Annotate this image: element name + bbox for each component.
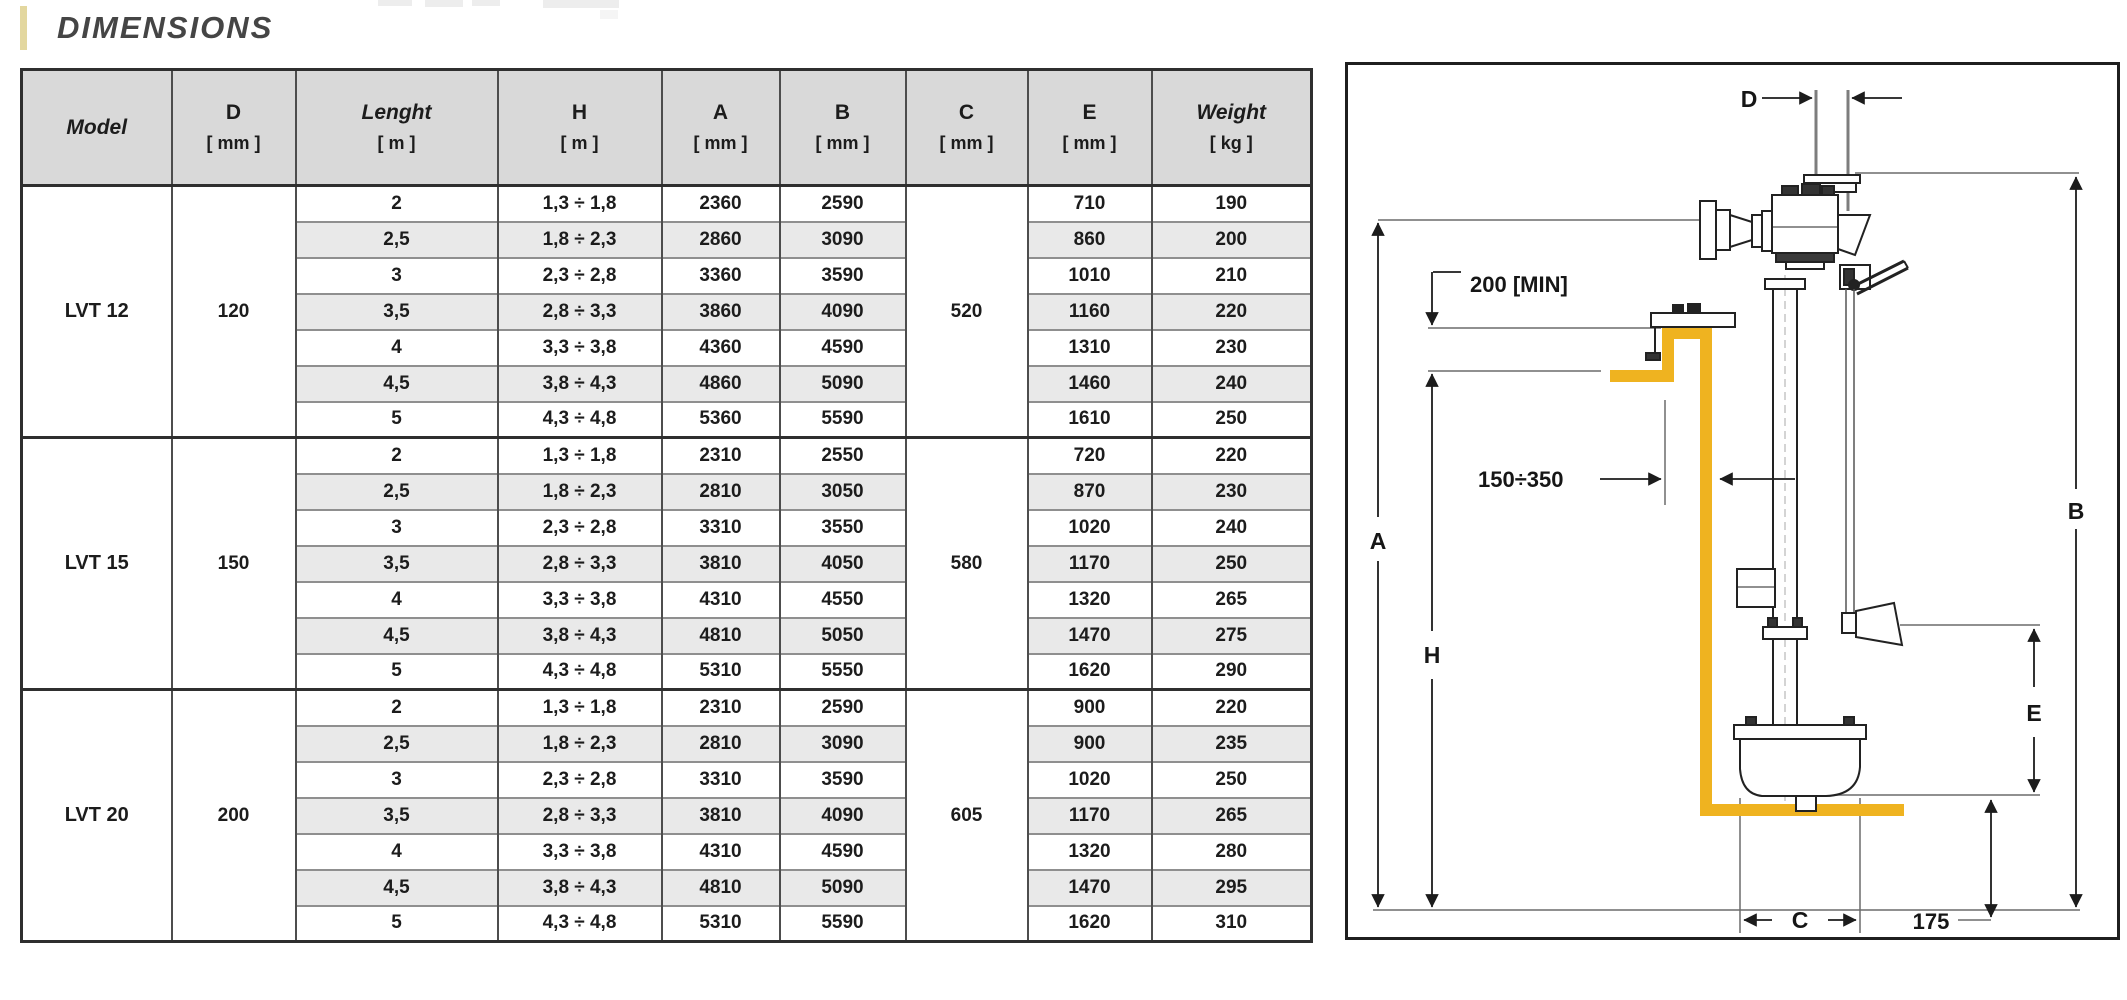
pump-installation-drawing [1348, 65, 2117, 937]
b-cell: 5050 [780, 618, 906, 654]
b-cell: 3590 [780, 762, 906, 798]
h-cell: 4,3 ÷ 4,8 [498, 402, 662, 438]
e-cell: 1620 [1028, 906, 1152, 942]
weight-cell: 200 [1152, 222, 1312, 258]
a-cell: 4360 [662, 330, 780, 366]
h-cell: 3,8 ÷ 4,3 [498, 366, 662, 402]
e-cell: 870 [1028, 474, 1152, 510]
h-cell: 3,3 ÷ 3,8 [498, 834, 662, 870]
e-cell: 860 [1028, 222, 1152, 258]
h-cell: 2,8 ÷ 3,3 [498, 546, 662, 582]
length-cell: 4 [296, 582, 498, 618]
a-cell: 5310 [662, 906, 780, 942]
h-cell: 1,3 ÷ 1,8 [498, 186, 662, 222]
table-row [22, 438, 1312, 474]
b-cell: 4050 [780, 546, 906, 582]
weight-cell: 290 [1152, 654, 1312, 690]
weight-cell: 250 [1152, 762, 1312, 798]
dim-label-175: 175 [1912, 909, 1950, 934]
length-cell: 5 [296, 402, 498, 438]
b-cell: 3090 [780, 222, 906, 258]
h-cell: 2,3 ÷ 2,8 [498, 510, 662, 546]
dim-label-c: C [1791, 907, 1809, 933]
cropped-artifact [472, 0, 500, 6]
a-cell: 2310 [662, 438, 780, 474]
h-cell: 4,3 ÷ 4,8 [498, 906, 662, 942]
e-cell: 1170 [1028, 798, 1152, 834]
h-cell: 2,8 ÷ 3,3 [498, 798, 662, 834]
e-cell: 1020 [1028, 762, 1152, 798]
weight-cell: 250 [1152, 402, 1312, 438]
a-cell: 2360 [662, 186, 780, 222]
length-cell: 5 [296, 654, 498, 690]
b-cell: 4090 [780, 294, 906, 330]
cropped-artifact [600, 10, 618, 19]
col-header-model: Model [22, 70, 172, 186]
section-header [20, 6, 273, 50]
weight-cell: 230 [1152, 474, 1312, 510]
col-header-c: C [ mm ] [906, 70, 1028, 186]
length-cell: 3,5 [296, 546, 498, 582]
table-row [22, 186, 1312, 222]
section-accent-bar [20, 6, 27, 50]
weight-cell: 250 [1152, 546, 1312, 582]
length-cell: 3,5 [296, 294, 498, 330]
h-cell: 3,8 ÷ 4,3 [498, 618, 662, 654]
b-cell: 5090 [780, 870, 906, 906]
e-cell: 1460 [1028, 366, 1152, 402]
a-cell: 5310 [662, 654, 780, 690]
b-cell: 2550 [780, 438, 906, 474]
h-cell: 2,3 ÷ 2,8 [498, 258, 662, 294]
dim-label-a: A [1369, 528, 1387, 554]
weight-cell: 210 [1152, 258, 1312, 294]
b-cell: 5550 [780, 654, 906, 690]
e-cell: 900 [1028, 690, 1152, 726]
dim-label-b: B [2067, 498, 2085, 524]
length-cell: 4,5 [296, 366, 498, 402]
e-cell: 1010 [1028, 258, 1152, 294]
a-cell: 2310 [662, 690, 780, 726]
a-cell: 5360 [662, 402, 780, 438]
b-cell: 5590 [780, 402, 906, 438]
weight-cell: 230 [1152, 330, 1312, 366]
h-cell: 3,3 ÷ 3,8 [498, 582, 662, 618]
length-cell: 4 [296, 834, 498, 870]
col-header-lenght: Lenght [ m ] [296, 70, 498, 186]
h-cell: 2,8 ÷ 3,3 [498, 294, 662, 330]
dim-label-d: D [1740, 86, 1758, 112]
weight-cell: 265 [1152, 798, 1312, 834]
b-cell: 4590 [780, 834, 906, 870]
col-header-weight: Weight [ kg ] [1152, 70, 1312, 186]
dim-label-150-350: 150÷350 [1478, 467, 1564, 492]
c-cell: 605 [906, 690, 1028, 942]
table-row [22, 690, 1312, 726]
col-header-a: A [ mm ] [662, 70, 780, 186]
length-cell: 4,5 [296, 618, 498, 654]
dim-label-200-min: 200 [MIN] [1470, 272, 1568, 297]
length-cell: 5 [296, 906, 498, 942]
e-cell: 900 [1028, 726, 1152, 762]
e-cell: 1620 [1028, 654, 1152, 690]
h-cell: 3,8 ÷ 4,3 [498, 870, 662, 906]
c-cell: 520 [906, 186, 1028, 438]
a-cell: 3810 [662, 546, 780, 582]
length-cell: 2 [296, 186, 498, 222]
h-cell: 2,3 ÷ 2,8 [498, 762, 662, 798]
h-cell: 3,3 ÷ 3,8 [498, 330, 662, 366]
weight-cell: 295 [1152, 870, 1312, 906]
length-cell: 4 [296, 330, 498, 366]
b-cell: 2590 [780, 690, 906, 726]
length-cell: 2,5 [296, 474, 498, 510]
b-cell: 2590 [780, 186, 906, 222]
d-cell: 150 [172, 438, 296, 690]
length-cell: 2,5 [296, 222, 498, 258]
a-cell: 4310 [662, 834, 780, 870]
e-cell: 1320 [1028, 834, 1152, 870]
table-header-row [22, 70, 1312, 186]
e-cell: 710 [1028, 186, 1152, 222]
e-cell: 1470 [1028, 870, 1152, 906]
model-cell: LVT 20 [22, 690, 172, 942]
weight-cell: 220 [1152, 690, 1312, 726]
weight-cell: 235 [1152, 726, 1312, 762]
a-cell: 3860 [662, 294, 780, 330]
e-cell: 1320 [1028, 582, 1152, 618]
model-cell: LVT 12 [22, 186, 172, 438]
h-cell: 1,3 ÷ 1,8 [498, 438, 662, 474]
e-cell: 1020 [1028, 510, 1152, 546]
c-cell: 580 [906, 438, 1028, 690]
weight-cell: 310 [1152, 906, 1312, 942]
weight-cell: 220 [1152, 438, 1312, 474]
e-cell: 1170 [1028, 546, 1152, 582]
b-cell: 3090 [780, 726, 906, 762]
weight-cell: 190 [1152, 186, 1312, 222]
length-cell: 2,5 [296, 726, 498, 762]
cropped-artifact [543, 0, 619, 8]
b-cell: 3590 [780, 258, 906, 294]
length-cell: 3,5 [296, 798, 498, 834]
col-header-e: E [ mm ] [1028, 70, 1152, 186]
weight-cell: 220 [1152, 294, 1312, 330]
pump-assembly-drawing [1700, 90, 1908, 811]
weight-cell: 240 [1152, 366, 1312, 402]
e-cell: 1610 [1028, 402, 1152, 438]
dim-label-e: E [2026, 700, 2042, 726]
col-header-b: B [ mm ] [780, 70, 906, 186]
length-cell: 3 [296, 762, 498, 798]
e-cell: 720 [1028, 438, 1152, 474]
length-cell: 3 [296, 510, 498, 546]
model-cell: LVT 15 [22, 438, 172, 690]
b-cell: 3550 [780, 510, 906, 546]
col-header-h: H [ m ] [498, 70, 662, 186]
a-cell: 3310 [662, 762, 780, 798]
a-cell: 4860 [662, 366, 780, 402]
dim-label-h: H [1423, 642, 1441, 668]
weight-cell: 275 [1152, 618, 1312, 654]
a-cell: 2810 [662, 474, 780, 510]
weight-cell: 240 [1152, 510, 1312, 546]
d-cell: 120 [172, 186, 296, 438]
a-cell: 4810 [662, 870, 780, 906]
cropped-artifact [425, 0, 463, 7]
weight-cell: 265 [1152, 582, 1312, 618]
page-title: DIMENSIONS [57, 10, 274, 45]
cropped-artifact [378, 0, 412, 6]
e-cell: 1310 [1028, 330, 1152, 366]
dimensions-table [20, 68, 1313, 943]
h-cell: 1,3 ÷ 1,8 [498, 690, 662, 726]
b-cell: 5590 [780, 906, 906, 942]
b-cell: 3050 [780, 474, 906, 510]
h-cell: 1,8 ÷ 2,3 [498, 222, 662, 258]
a-cell: 3810 [662, 798, 780, 834]
b-cell: 4090 [780, 798, 906, 834]
a-cell: 4810 [662, 618, 780, 654]
a-cell: 3310 [662, 510, 780, 546]
installation-diagram [1345, 62, 2120, 940]
h-cell: 1,8 ÷ 2,3 [498, 726, 662, 762]
weight-cell: 280 [1152, 834, 1312, 870]
col-header-d: D [ mm ] [172, 70, 296, 186]
b-cell: 5090 [780, 366, 906, 402]
length-cell: 4,5 [296, 870, 498, 906]
e-cell: 1470 [1028, 618, 1152, 654]
a-cell: 3360 [662, 258, 780, 294]
length-cell: 2 [296, 690, 498, 726]
length-cell: 3 [296, 258, 498, 294]
b-cell: 4550 [780, 582, 906, 618]
h-cell: 4,3 ÷ 4,8 [498, 654, 662, 690]
d-cell: 200 [172, 690, 296, 942]
h-cell: 1,8 ÷ 2,3 [498, 474, 662, 510]
e-cell: 1160 [1028, 294, 1152, 330]
table-body [22, 186, 1312, 942]
a-cell: 2860 [662, 222, 780, 258]
length-cell: 2 [296, 438, 498, 474]
a-cell: 2810 [662, 726, 780, 762]
b-cell: 4590 [780, 330, 906, 366]
a-cell: 4310 [662, 582, 780, 618]
